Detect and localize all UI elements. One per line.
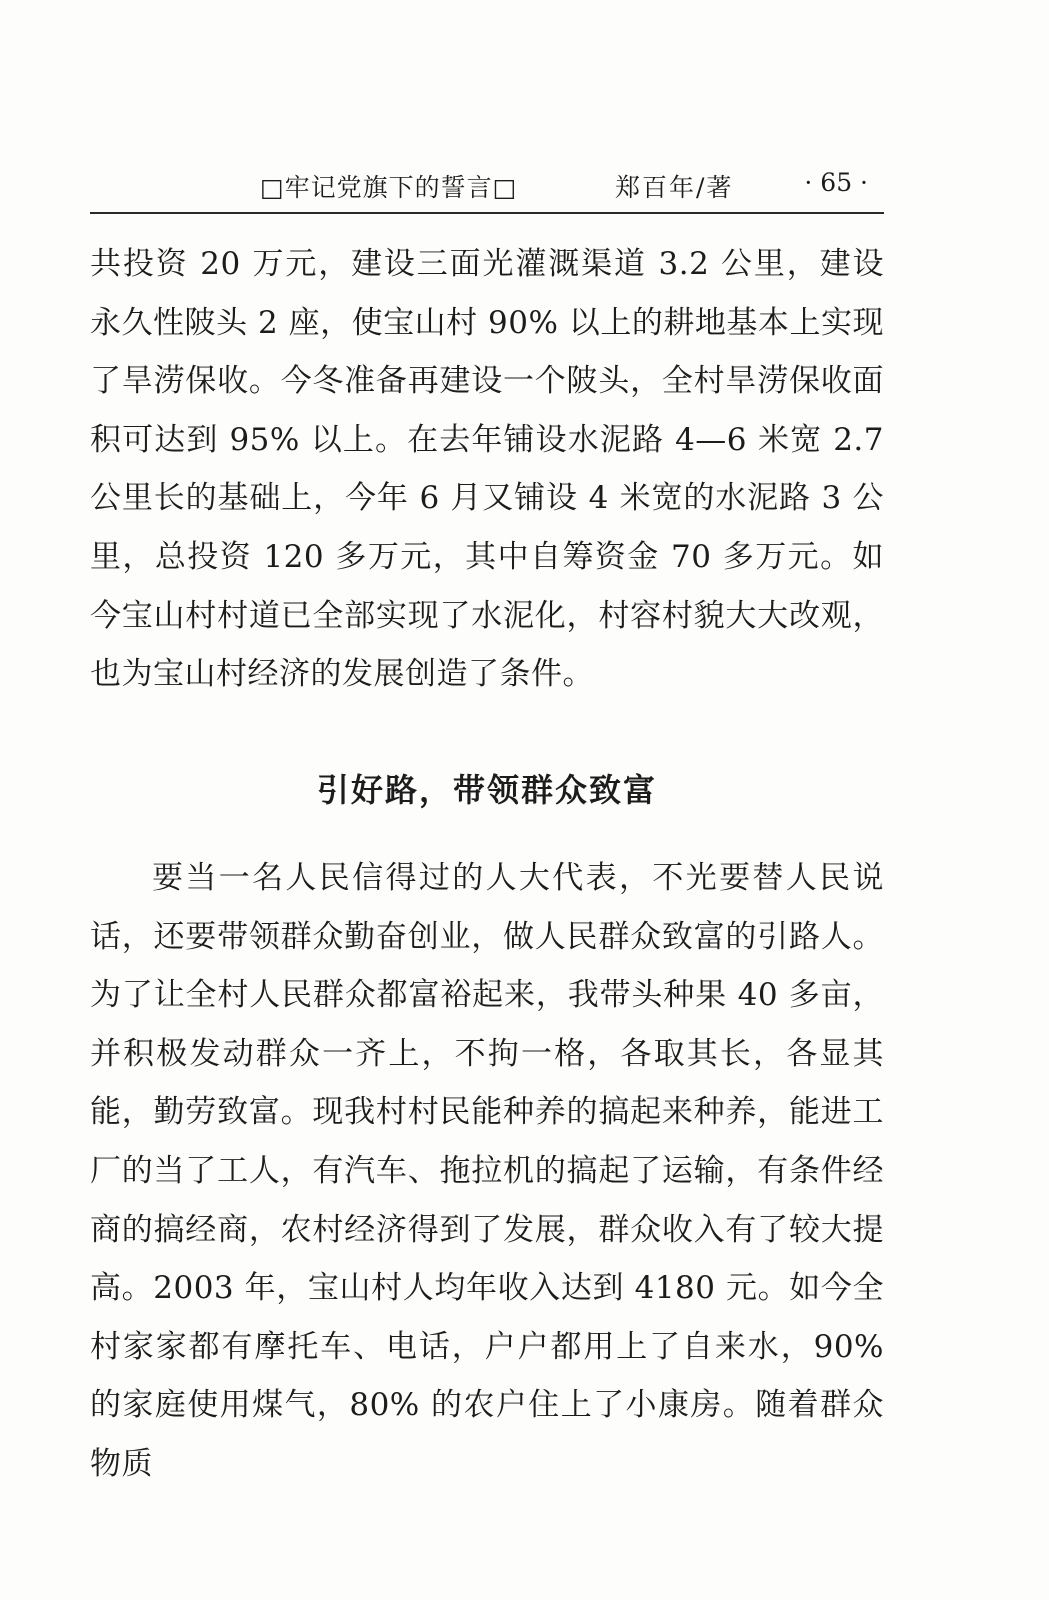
author-name: 郑百年/著 (615, 173, 734, 202)
section-heading: 引好路，带领群众致富 (316, 771, 657, 809)
header-rule (90, 212, 884, 214)
page-number: · 65 · (804, 168, 868, 197)
running-header (90, 166, 884, 210)
section-paragraph: 要当一名人民信得过的人大代表，不光要替人民说话，还要带领群众勤奋创业，做人民群众致富的引路人。为了让全村人民群众都富裕起来，我带头种果 40 多亩，并积极发动群众一齐上，不拘一格，各取其长，各显其能，勤劳致富。现我村村民能种养的搞起来种养，能进工厂的当了工人，有汽车、拖拉机的搞起了运输，有条件经商的搞经商，农村经济得到了发展，群众收入有了较大提高。2003 年，宝山村人均年收入达到 4180 元。如今全村家家都有摩托车、电话，户户都用上了自来水，90% 的家庭使用煤气，80% 的农户住上了小康房。随着群众物质 (90, 860, 884, 1482)
series-title: □牢记党旗下的誓言□ (260, 173, 518, 202)
body-paragraph: 共投资 20 万元，建设三面光灌溉渠道 3.2 公里，建设永久性陂头 2 座，使宝山村 90% 以上的耕地基本上实现了旱涝保收。今冬准备再建设一个陂头，全村旱涝保收面积可达到 95% 以上。在去年铺设水泥路 4—6 米宽 2.7 公里长的基础上，今年 6 月又铺设 4 米宽的水泥路 3 公里，总投资 120 多万元，其中自筹资金 70 多万元。如今宝山村村道已全部实现了水泥化，村容村貌大大改观，也为宝山村经济的发展创造了条件。 (90, 246, 884, 693)
